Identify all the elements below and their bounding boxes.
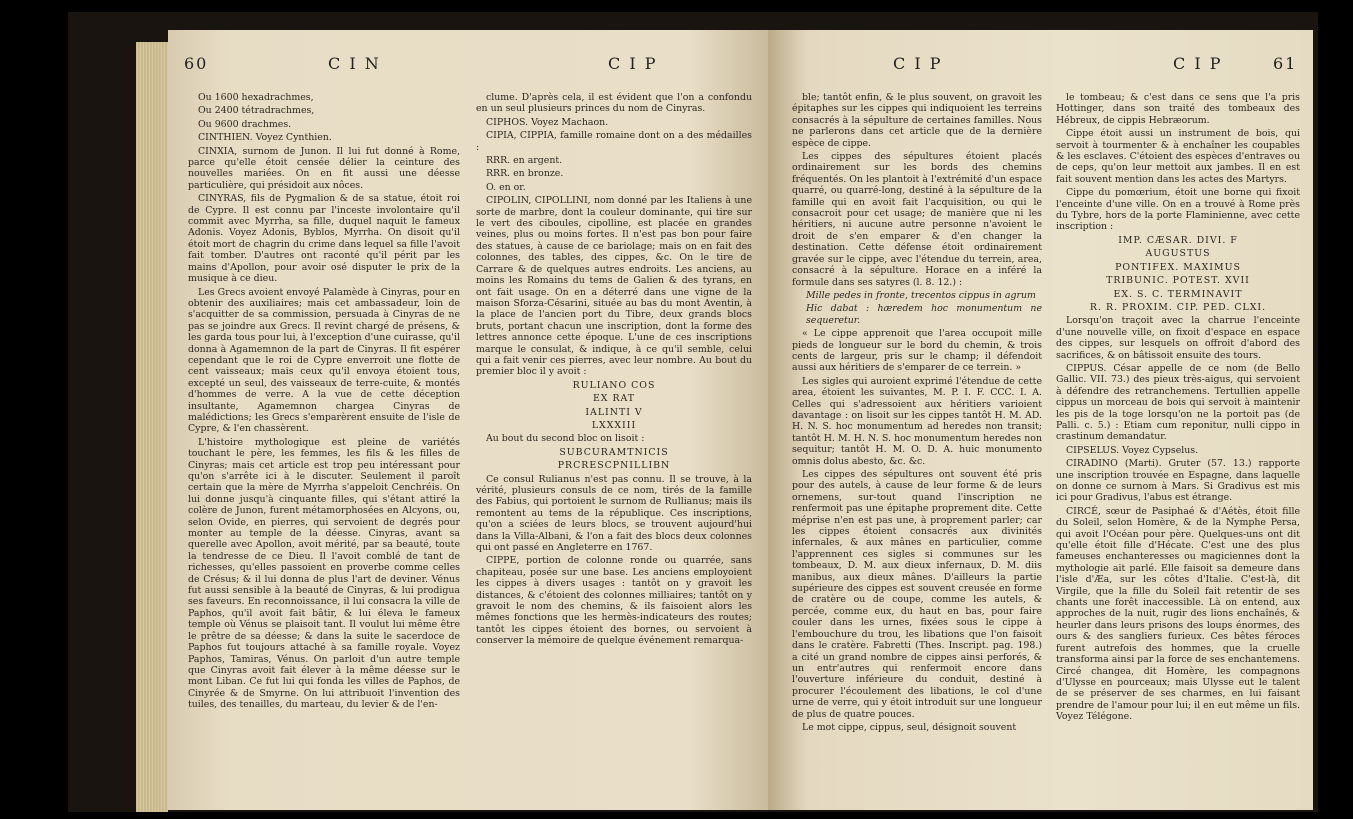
paragraph: SUBCURAMTNICIS — [559, 446, 669, 458]
paragraph: CIPHOS. Voyez Machaon. — [486, 116, 609, 128]
running-head-right: C I P — [893, 54, 943, 73]
paragraph: Ou 9600 drachmes. — [198, 118, 292, 130]
paragraph: IMP. CÆSAR. DIVI. F — [1118, 234, 1238, 246]
running-head-left: C I N — [328, 54, 381, 73]
paragraph: le tombeau; & c'est dans ce sens que l'a pris Hottinger, dans son traité des tombeaux des Hébreux, de cippis Hebræorum. — [1056, 92, 1300, 126]
paragraph: CIPPUS. César appelle de ce nom (de Bello Gallic. VII. 73.) des pieux très-aigus, qui servoient à défendre des retranchemens. Tertullien appelle cippus un morceau de bois qui servoit à maintenir les pis de la toge lorsqu'on ne la portoit pas (de Palli. c. 5.) : Etiam cum reponitur, nulli cippo in crastinum demandatur. — [1056, 362, 1300, 443]
left-column-2 — [476, 92, 752, 649]
paragraph: CINTHIEN. Voyez Cynthien. — [198, 132, 332, 144]
right-page — [768, 30, 1313, 810]
paragraph: Lorsqu'on traçoit avec la charrue l'enceinte d'une nouvelle ville, on fixoit d'espace en espace des cippes, sur lesquels on offroit d'abord des sacrifices, & on bâtissoit ensuite des tours. — [1056, 315, 1300, 361]
paragraph: Hic dabat : hæredem hoc monumentum ne sequeretur. — [806, 303, 1042, 326]
paragraph: ble; tantôt enfin, & le plus souvent, on gravoit les épitaphes sur les cippes qui indiquoient les terreins consacrés à la sépulture de certaines familles. Nous ne parlerons dans cet article que de la dernière espèce de cippe. — [792, 92, 1042, 149]
paragraph: Ou 2400 tétradrachmes, — [198, 105, 315, 117]
paragraph: CINYRAS, fils de Pygmalion & de sa statue, étoit roi de Cypre. Il est connu par l'inceste involontaire qu'il commit avec Myrrha, sa fille, duquel naquit le fameux Adonis. Voyez Adonis, Byblos, Myrrha. On disoit qu'il étoit mort de chagrin du crime dans lequel sa fille l'avoit fait tomber. D'autres ont raconté qu'il périt par les mains d'Apollon, pour avoir osé disputer le prix de la musique à ce dieu. — [188, 193, 460, 285]
right-column-1 — [792, 92, 1042, 735]
paragraph: L'histoire mythologique est pleine de variétés touchant le père, les femmes, les fils & les filles de Cinyras; mais cet article est trop peu intéressant pour qu'on s'arrête ici à le discuter. Seulement il paroît certain que la mère de Myrrha s'appeloit Cenchréis. On lui donne jusqu'à cinquante filles, qui s'étant attiré la colère de Junon, furent métamorphosées en Alcyons, ou, selon Ovide, en pierres, qui servoient de degrés pour monter au temple de la déesse. Cinyras, avant sa querelle avec Apollon, avoit mérité, par sa beauté, toute la tendresse de ce Dieu. Il l'avoit comblé de tant de richesses, qu'elles passoient en proverbe comme celles de Crésus; & il lui donna de plus l'art de deviner. Vénus fut aussi sensible à la beauté de Cinyras, & lui prodigua ses faveurs. En reconnoissance, il lui consacra la ville de Paphos, qu'il avoit fait bâtir, & lui éleva le fameux temple où Vénus se plaisoit tant. Il voulut lui même être le prêtre de sa déesse; & dans la suite le sacerdoce de Paphos fut toujours attaché à sa famille royale. Voyez Paphos, Tamiras, Vénus. On parloit d'un autre temple que Cinyras avoit fait élever à la même déesse sur le mont Liban. Ce fut lui qui fonda les villes de Paphos, de Cinyrée & de Smyrne. On lui attribuoit l'invention des tuiles, des tenailles, du marteau, du levier & de l'en- — [188, 436, 460, 711]
paragraph: CINXIA, surnom de Junon. Il lui fut donné à Rome, parce qu'elle étoit censée délier la ceinture des nouvelles mariées. On en fit aussi une déesse particulière, qui présidoit aux nôces. — [188, 145, 460, 191]
page-number-left: 60 — [184, 54, 209, 73]
paragraph: EX RAT — [592, 393, 636, 405]
paragraph: Cippe du pomœrium, étoit une borne qui fixoit l'enceinte d'une ville. On en a trouvé à Rome près du Tybre, hors de la porte Flaminienne, avec cette inscription : — [1056, 187, 1300, 233]
paragraph: O. en or. — [486, 181, 526, 193]
paragraph: CIPPE, portion de colonne ronde ou quarrée, sans chapiteau, posée sur une base. Les anciens employoient les cippes à divers usages : tantôt on y gravoit les distances, & c'étoient des colonnes milliaires; tantôt on y gravoit le nom des chemins, & ils faisoient alors les mêmes fonctions que les hermès-indicateurs des routes; tantôt les cippes étoient des bornes, ou servoient à conserver la mémoire de quelque événement remarqua- — [476, 555, 752, 647]
left-column-1 — [188, 92, 460, 713]
paragraph: Ce consul Rulianus n'est pas connu. Il se trouve, à la vérité, plusieurs consuls de ce nom, tirés de la famille des Fabius, qui portoient le surnom de Rullianus; mais ils remontent au tems de la république. Ces inscriptions, qu'on a sciées de leurs blocs, se trouvent aujourd'hui dans la Villa-Albani, & l'on a fait des blocs deux colonnes qui ont passé en Angleterre en 1767. — [476, 473, 752, 554]
paragraph: clume. D'après cela, il est évident que l'on a confondu en un seul plusieurs princes du nom de Cinyras. — [476, 92, 752, 115]
paragraph: CIPOLIN, CIPOLLINI, nom donné par les Italiens à une sorte de marbre, dont la couleur dominante, qui tire sur le vert des ciboules, cipolline, est placée en grandes veines, plus ou moins fortes. Il n'est pas bon pour faire des statues, à cause de ce bariolage; mais on en fait des colonnes, des tables, des cippes, &c. On le tire de Carrare & de quelques autres endroits. Les anciens, au moins les Romains du tems de Galien & des tyrans, en ont fait usage. On en a déterré dans une vigne de la maison Sforza-Césarini, située au bas du mont Aventin, à la place de l'ancien port du Tibre, deux grands blocs bruts, portant chacun une inscription, dont la forme des lettres annonce cette époque. L'une de ces inscriptions marque le consulat, & indique, à ce qu'il semble, celui qui a fait venir ces pierres, avec leur nombre. Au bout du premier bloc il y avoit : — [476, 195, 752, 378]
paragraph: CIPSELUS. Voyez Cypselus. — [1066, 444, 1199, 456]
left-page — [168, 30, 768, 810]
paragraph: Les Grecs avoient envoyé Palamède à Cinyras, pour en obtenir des auxiliaires; mais cet ambassadeur, loin de s'acquitter de sa commission, persuada à Cinyras de ne pas se joindre aux Grecs. Il revint chargé de présens, & les garda tous pour lui, à l'exception d'une cuirasse, qu'il donna à Agamemnon de la part de Cinyras. Il fit espérer cependant que le roi de Cypre enverroit une flotte de cent vaisseaux; mais ceux qu'il envoya étoient tous, excepté un seul, des vaisseaux de terre-cuite, & montés d'hommes de verre. A la vue de cette déception insultante, Agamemnon chargea Cinyras de malédictions; les Grecs s'emparèrent ensuite de l'isle de Cypre, & l'en chassèrent. — [188, 286, 460, 435]
running-head-right-2: C I P — [1173, 54, 1223, 73]
paragraph: IALINTI V — [585, 406, 643, 418]
page-number-right: 61 — [1273, 54, 1298, 73]
right-column-2 — [1056, 92, 1300, 725]
paragraph: EX. S. C. TERMINAVIT — [1113, 288, 1243, 300]
paragraph: R. R. PROXIM. CIP. PED. CLXI. — [1089, 301, 1267, 313]
paragraph: « Le cippe apprenoit que l'area occupoit mille pieds de longueur sur le bord du chemin, & trois cents de largeur, pris sur le champ; il défendoit aussi aux héritiers de s'emparer de ce terrein. » — [792, 328, 1042, 374]
paragraph: RRR. en bronze. — [486, 168, 564, 180]
running-head-left-2: C I P — [608, 54, 658, 73]
paragraph: Mille pedes in fronte, trecentos cippus in agrum — [806, 289, 1036, 301]
page-edges — [136, 42, 168, 812]
paragraph: RULIANO COS — [572, 379, 656, 391]
paragraph: AUGUSTUS — [1145, 248, 1211, 260]
paragraph: PONTIFEX. MAXIMUS — [1115, 261, 1241, 273]
paragraph: CIRCÉ, sœur de Pasiphaé & d'Aétès, étoit fille du Soleil, selon Homère, & de la Nymphe Persa, qui avoit l'Océan pour père. Quelques-uns ont dit qu'elle étoit fille d'Hécate. C'est une des plus fameuses enchanteresses ou magiciennes dont la mythologie ait parlé. Elle faisoit sa demeure dans l'isle d'Æa, sur les côtes d'Italie. C'est-là, dit Virgile, que la fille du Soleil fait retentir de ses chants une forêt inaccessible. Là on entend, aux approches de la nuit, rugir des lions enchaînés, & heurler dans leurs prisons des loups énormes, des ours & des sangliers furieux. Ces bêtes féroces furent autrefois des hommes, que la cruelle transforma ainsi par la force de ses enchantemens. Circé changea, dit Homère, les compagnons d'Ulysse en pourceaux; mais Ulysse eut le talent de se préserver de ses charmes, en lui faisant prendre de l'amour pour lui; il en eut même un fils. Voyez Télégone. — [1056, 505, 1300, 723]
paragraph: Cippe étoit aussi un instrument de bois, qui servoit à tourmenter & à enchaîner les coupables & les esclaves. C'étoient des espèces d'entraves ou de ceps, qu'on leur mettoit aux jambes. Il en est fait souvent mention dans les actes des Martyrs. — [1056, 128, 1300, 185]
paragraph: RRR. en argent. — [486, 155, 563, 167]
paragraph: Ou 1600 hexadrachmes, — [198, 92, 314, 103]
paragraph: Le mot cippe, cippus, seul, désignoit souvent — [802, 721, 1017, 733]
paragraph: Au bout du second bloc on lisoit : — [486, 433, 645, 445]
paragraph: TRIBUNIC. POTEST. XVII — [1106, 275, 1250, 287]
paragraph: CIRADINO (Marti). Gruter (57. 13.) rapporte une inscription trouvée en Espagne, dans laquelle on donne ce surnom à Mars. Si Gradivus est mis ici pour Gradivus, l'abus est étrange. — [1056, 458, 1300, 504]
book-spread — [68, 12, 1318, 812]
paragraph: Les cippes des sépultures étoient placés ordinairement sur les bords des chemins fréquentés. On les plantoit à l'extrémité d'un espace quarré, ou quarré-long, destiné à la sépulture de la famille qui en avoit fait l'acquisition, ou qui le consacroit pour cet usage; de manière que ni les héritiers, ni aucune autre personne n'avoient le droit de s'en emparer & d'en changer la destination. Cette défense étoit ordinairement gravée sur le cippe, avec l'étendue du terrein, area, consacré à la sépulture. Horace en a inféré la formule dans ses satyres (l. 8. 12.) : — [792, 151, 1042, 288]
paragraph: Les sigles qui auroient exprimé l'étendue de cette area, étoient les suivantes, M. P. I. F. CCC. I. A. Celles qui s'adressoient aux héritiers varioient davantage : on lisoit sur les cippes tantôt H. M. AD. H. N. S. hoc monumentum ad heredes non transit; tantôt H. M. H. N. S. hoc monumentum heredes non sequitur; tantôt H. M. O. D. A. huic monumento omnis dolus abesto, &c. &c. — [792, 375, 1042, 467]
paragraph: CIPIA, CIPPIA, famille romaine dont on a des médailles : — [476, 130, 752, 153]
paragraph: LXXXIII — [591, 419, 637, 431]
paragraph: Les cippes des sépultures ont souvent été pris pour des autels, à cause de leur forme & de leurs ornemens, sur-tout quand l'inscription ne renfermoit pas une épitaphe proprement dite. Cette méprise n'en est pas une, à proprement parler; car les cippes étoient consacrés aux divinités infernales, & aux mânes en particulier, comme l'apprennent ces sigles si communes sur les tombeaux, D. M. aux dieux infernaux, D. M. diis manibus, aux dieux mânes. D'ailleurs la partie supérieure des cippes est souvent creusée en forme de cratère ou de coupe, comme les autels, & percée, comme eux, du haut en bas, pour faire couler dans les urnes, fixées sous le cippe à l'embouchure du trou, les libations que l'on faisoit dans le cratère. Fabretti (Thes. Inscript. pag. 198.) a cité un grand nombre de cippes ainsi perforés, & un entr'autres qui renfermoit encore dans l'ouverture inférieure du conduit, destiné à procurer l'écoulement des libations, le col d'une urne de verre, qui y étoit introduit sur une longueur de plus de quatre pouces. — [792, 469, 1042, 720]
paragraph: PRCRESCPNILLIBN — [557, 460, 671, 472]
